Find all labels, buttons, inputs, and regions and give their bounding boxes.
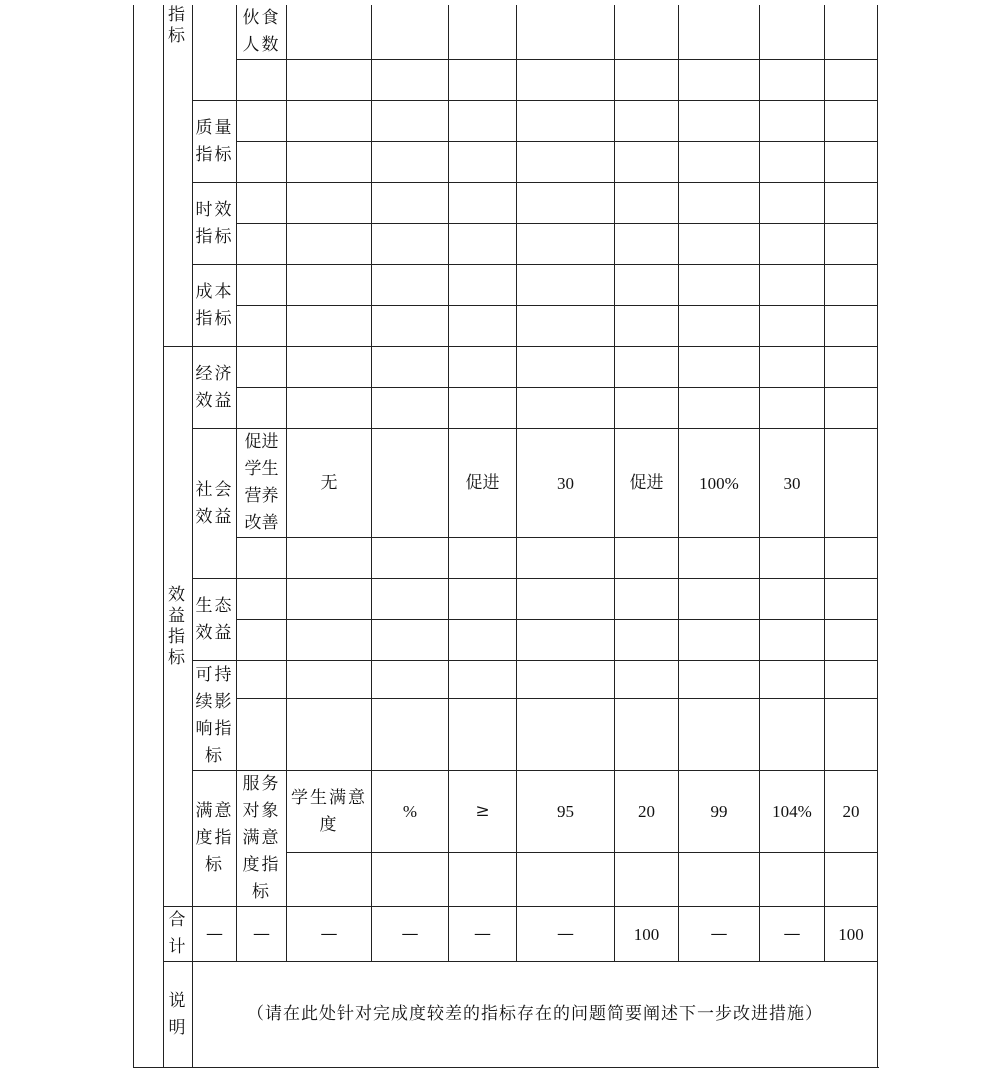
social-benefit-label: 社会效益 [193, 429, 237, 579]
output-indicator-label-cell [164, 5, 193, 347]
satisfaction-col-6: 104% [760, 771, 825, 853]
level1-blank-cell [134, 5, 164, 1068]
social-col-8 [825, 429, 878, 538]
total-col-2: — [449, 907, 517, 962]
total-col-6: — [760, 907, 825, 962]
output-indicator-label: 指标 [164, 5, 184, 47]
satisfaction-indicator-name: 学生满意度 [287, 771, 372, 853]
satisfaction-col-3: 95 [517, 771, 615, 853]
social-col-3: 促进 [449, 429, 517, 538]
total-col-3: — [517, 907, 615, 962]
total-col-1: — [372, 907, 449, 962]
satisfaction-col-1: % [372, 771, 449, 853]
timeliness-indicator-label: 时效指标 [193, 183, 237, 265]
social-col-5: 促进 [615, 429, 679, 538]
performance-indicator-table [133, 5, 878, 1068]
social-col-6: 100% [679, 429, 760, 538]
satisfaction-col-4: 20 [615, 771, 679, 853]
satisfaction-indicator-label: 满意度指标 [193, 771, 237, 907]
social-indicator-name: 促进学生营养改善 [237, 429, 287, 538]
social-col-4: 30 [517, 429, 615, 538]
total-key-2: — [237, 907, 287, 962]
total-col-7: 100 [825, 907, 878, 962]
total-row-label: 合计 [164, 907, 193, 962]
quantity-blank-cell [193, 5, 237, 101]
service-satisfaction-label: 服务对象满意度指标 [237, 771, 287, 907]
total-col-5: — [679, 907, 760, 962]
benefit-indicator-label-cell [164, 347, 193, 907]
remark-row-label: 说明 [164, 962, 193, 1068]
satisfaction-col-5: 99 [679, 771, 760, 853]
social-col-2 [372, 429, 449, 538]
ecological-benefit-label: 生态效益 [193, 579, 237, 661]
cost-indicator-label: 成本指标 [193, 265, 237, 347]
satisfaction-col-7: 20 [825, 771, 878, 853]
benefit-indicator-label: 效益指标 [164, 584, 184, 669]
social-col-1: 无 [287, 429, 372, 538]
total-col-4: 100 [615, 907, 679, 962]
total-key-3: — [287, 907, 372, 962]
sustainable-impact-label: 可持续影响指标 [193, 661, 237, 771]
social-col-7: 30 [760, 429, 825, 538]
satisfaction-col-2: ≥ [449, 771, 517, 853]
meal-count-label: 伙食人数 [237, 5, 287, 60]
economic-benefit-label: 经济效益 [193, 347, 237, 429]
quality-indicator-label: 质量指标 [193, 101, 237, 183]
total-key-1: — [193, 907, 237, 962]
remark-text: （请在此处针对完成度较差的指标存在的问题简要阐述下一步改进措施） [193, 962, 878, 1068]
